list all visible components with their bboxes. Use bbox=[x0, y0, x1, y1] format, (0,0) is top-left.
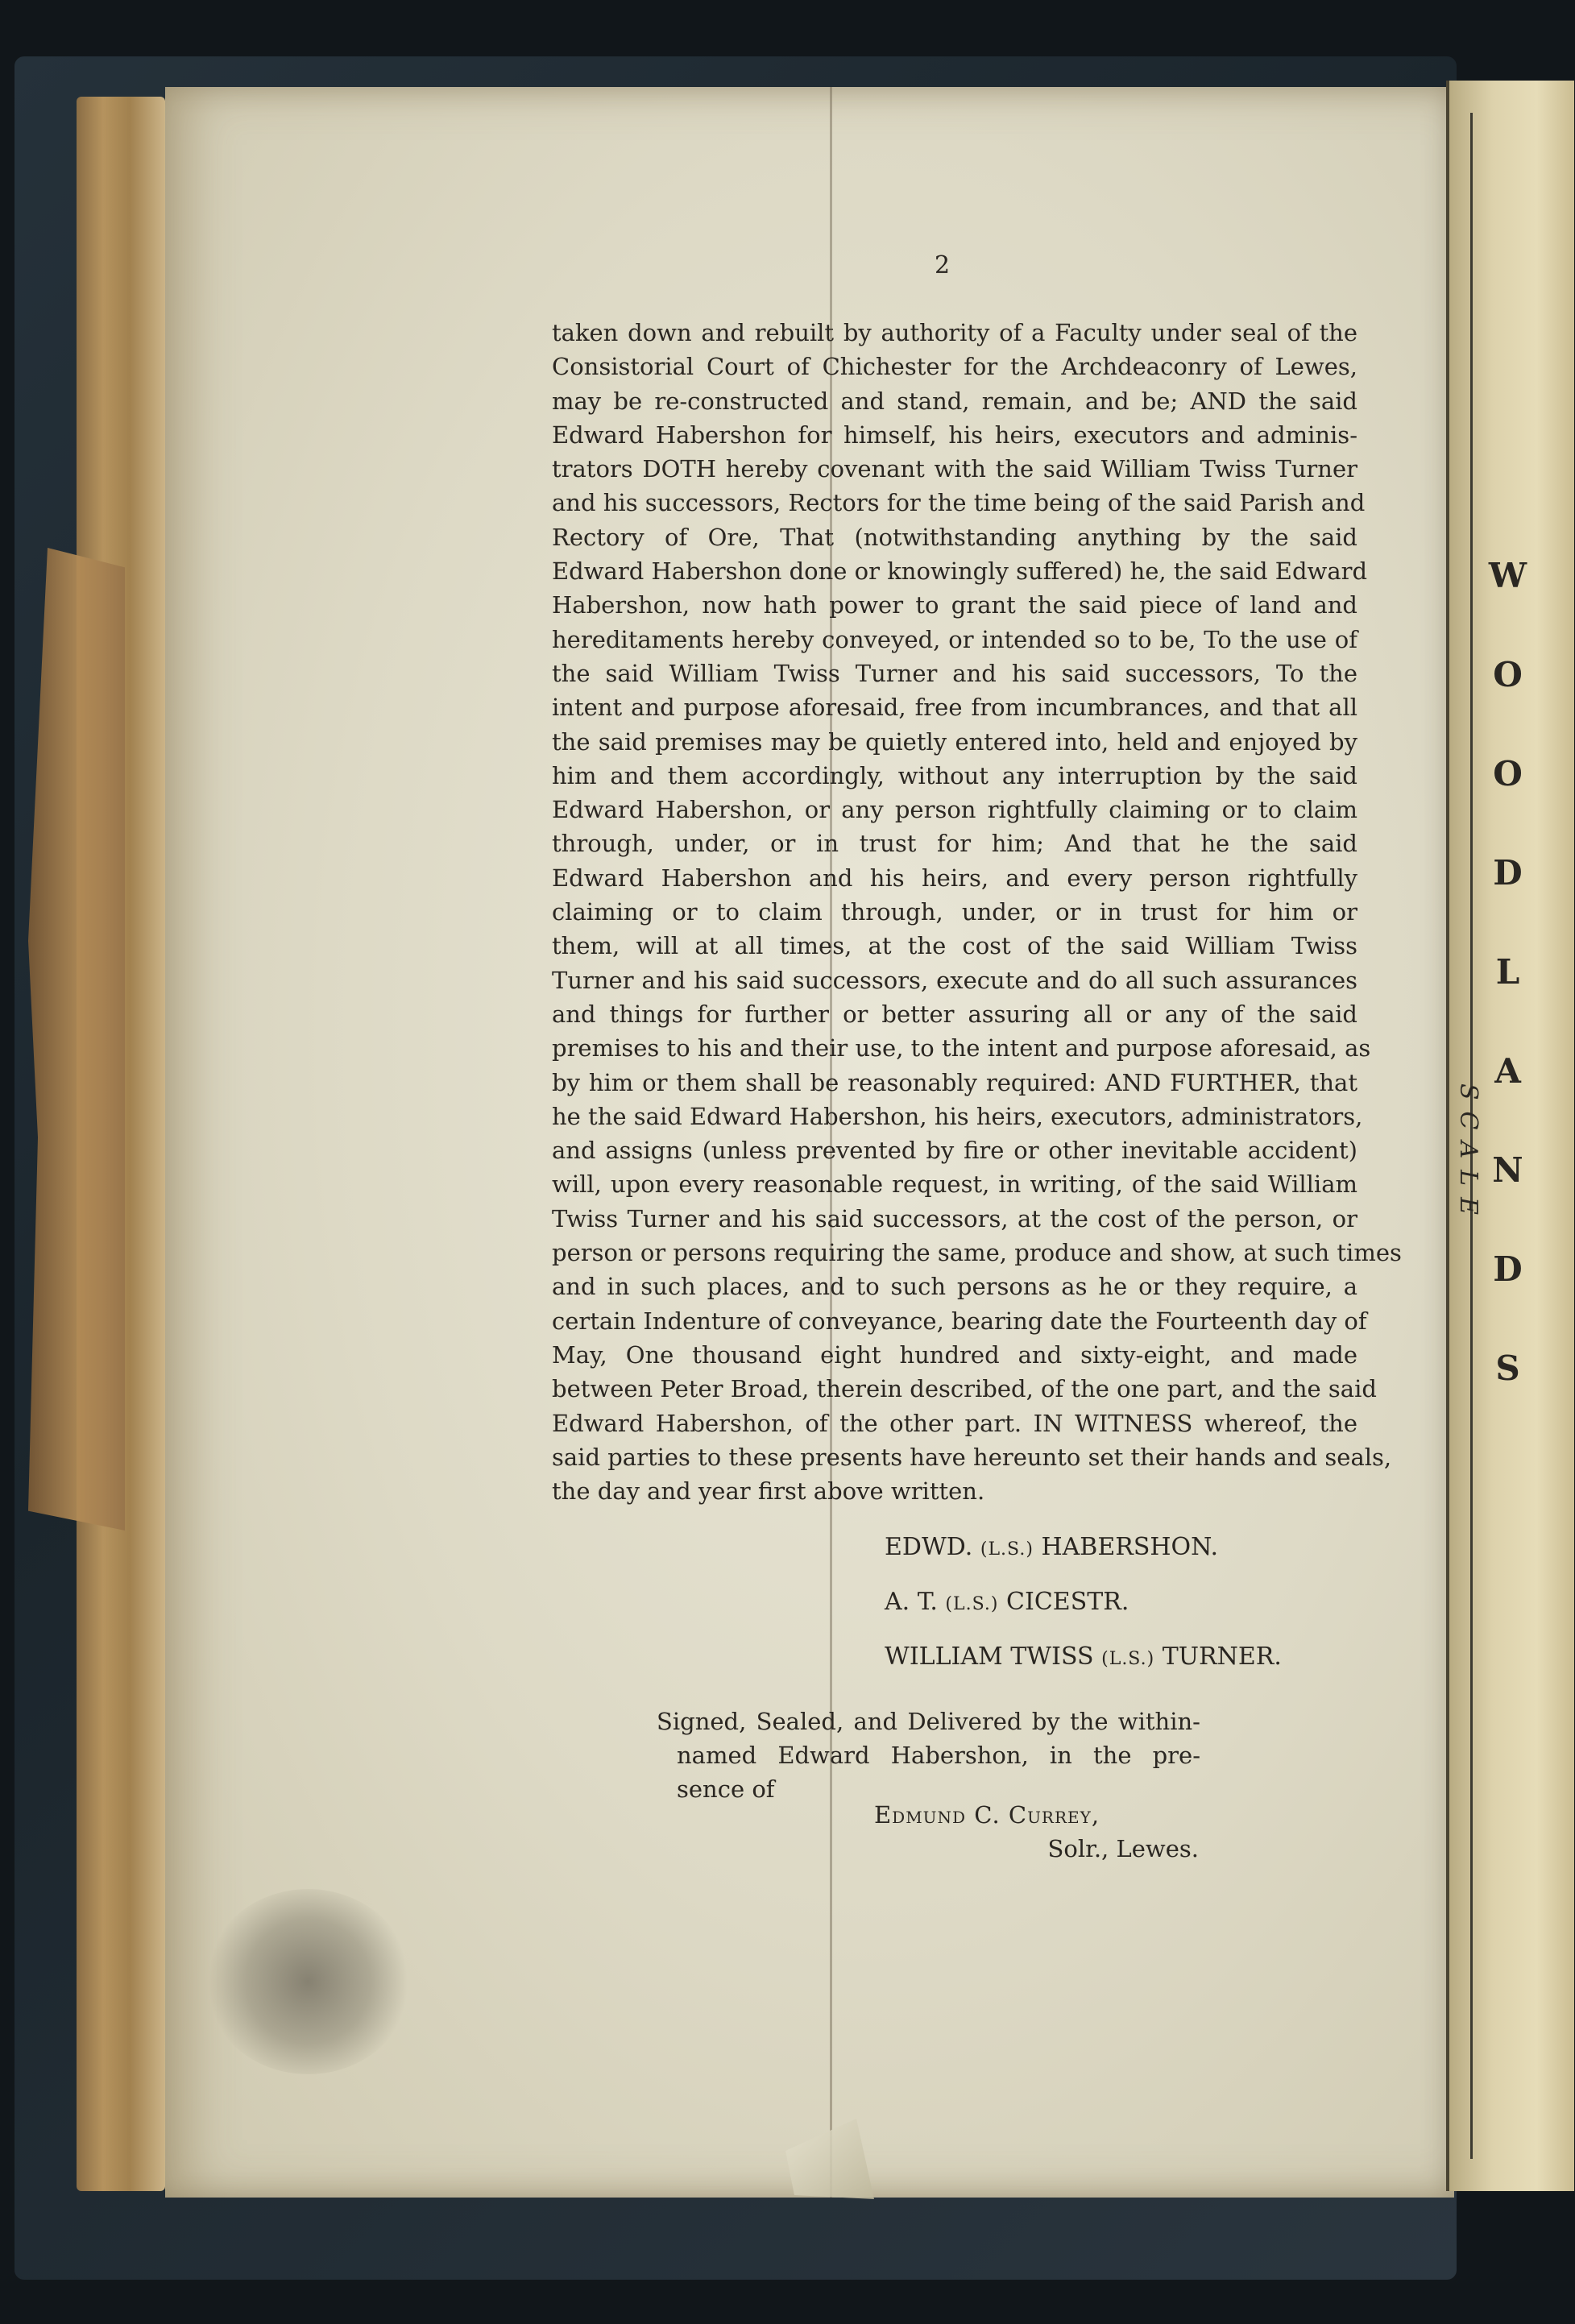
body-line: premises to his and their use, to the intent and purpose aforesaid, as bbox=[552, 1034, 1371, 1063]
body-line: by him or them shall be reasonably required: AND FURTHER, that bbox=[552, 1068, 1357, 1096]
body-line: said parties to these presents have hereunto set their hands and seals, bbox=[552, 1443, 1392, 1471]
body-line: intent and purpose aforesaid, free from incumbrances, and that all bbox=[552, 694, 1357, 722]
body-line: him and them accordingly, without any interruption by the said bbox=[552, 761, 1357, 789]
body-line: Consistorial Court of Chichester for the Archdeaconry of Lewes, bbox=[552, 353, 1357, 381]
signature-block bbox=[885, 1531, 1368, 1695]
body-line: trators DOTH hereby covenant with the said William Twiss Turner bbox=[552, 455, 1357, 483]
signature-first: A. T. bbox=[885, 1588, 938, 1616]
body-line: the day and year first above written. bbox=[552, 1477, 985, 1506]
body-line: Twiss Turner and his said successors, at the cost of the person, or bbox=[552, 1204, 1357, 1232]
deed-body-text bbox=[552, 316, 1402, 1508]
attestation-line: Signed, Sealed, and Delivered by the within- bbox=[657, 1708, 1200, 1735]
body-line: May, One thousand eight hundred and sixty-eight, and made bbox=[552, 1340, 1357, 1369]
signature-last: HABERSHON. bbox=[1041, 1533, 1219, 1561]
body-line: through, under, or in trust for him; And that he the said bbox=[552, 830, 1357, 858]
body-line: certain Indenture of conveyance, bearing date the Fourteenth day of bbox=[552, 1307, 1367, 1335]
body-line: claiming or to claim through, under, or in trust for him or bbox=[552, 898, 1357, 926]
body-line: between Peter Broad, therein described, of the one part, and the said bbox=[552, 1375, 1377, 1403]
signature-last: TURNER. bbox=[1162, 1643, 1282, 1671]
signature-habershon bbox=[885, 1531, 1368, 1585]
body-line: Rectory of Ore, That (notwithstanding anything by the said bbox=[552, 523, 1357, 551]
body-line: will, upon every reasonable request, in writing, of the said William bbox=[552, 1170, 1357, 1199]
body-line: Habershon, now hath power to grant the said piece of land and bbox=[552, 591, 1357, 619]
signature-last: CICESTR. bbox=[1006, 1588, 1129, 1616]
body-line: taken down and rebuilt by authority of a Faculty under seal of the bbox=[552, 319, 1357, 346]
body-line: and his successors, Rectors for the time being of the said Parish and bbox=[552, 489, 1366, 517]
body-line: Edward Habershon, or any person rightfully claiming or to claim bbox=[552, 796, 1357, 824]
body-line: and assigns (unless prevented by fire or other inevitable accident) bbox=[552, 1137, 1357, 1165]
page-number: 2 bbox=[935, 251, 951, 280]
body-line: the said William Twiss Turner and his said successors, To the bbox=[552, 659, 1357, 687]
body-line: Edward Habershon and his heirs, and every person rightfully bbox=[552, 864, 1357, 892]
body-line: the said premises may be quietly entered into, held and enjoyed by bbox=[552, 727, 1357, 756]
witness-title: Solr., Lewes. bbox=[1047, 1835, 1199, 1862]
body-line: and things for further or better assuring all or any of the said bbox=[552, 1000, 1357, 1028]
body-line: Turner and his said successors, execute and do all such assurances bbox=[552, 966, 1357, 994]
torn-paper-strip bbox=[28, 548, 125, 1531]
attestation-line: sence of bbox=[677, 1775, 775, 1803]
seal-mark: (L.S.) bbox=[980, 1539, 1034, 1560]
body-line: may be re-constructed and stand, remain, and be; AND the said bbox=[552, 387, 1357, 415]
body-line: Edward Habershon done or knowingly suffered) he, the said Edward bbox=[552, 557, 1368, 586]
body-line: hereditaments hereby conveyed, or intended so to be, To the use of bbox=[552, 625, 1357, 653]
body-line: he the said Edward Habershon, his heirs, executors, administrators, bbox=[552, 1102, 1363, 1130]
body-line: person or persons requiring the same, produce and show, at such times bbox=[552, 1239, 1402, 1267]
body-line: Edward Habershon for himself, his heirs, executors and adminis- bbox=[552, 420, 1357, 449]
map-scale-label: SCALE bbox=[1454, 1083, 1482, 1226]
witness-block bbox=[874, 1798, 1212, 1866]
ink-stain bbox=[205, 1889, 411, 2074]
attestation-clause bbox=[657, 1705, 1204, 1806]
witness-name: Edmund C. Currey, bbox=[874, 1801, 1100, 1829]
body-line: Edward Habershon, of the other part. IN WITNESS whereof, the bbox=[552, 1409, 1357, 1437]
map-title bbox=[1515, 556, 1555, 1361]
attestation-line: named Edward Habershon, in the pre- bbox=[677, 1742, 1200, 1769]
body-line: them, will at all times, at the cost of the said William Twiss bbox=[552, 932, 1357, 960]
signature-turner bbox=[885, 1640, 1368, 1695]
signature-cicestr bbox=[885, 1585, 1368, 1640]
signature-first: EDWD. bbox=[885, 1533, 973, 1561]
seal-mark: (L.S.) bbox=[1101, 1649, 1155, 1669]
body-line: and in such places, and to such persons as he or they require, a bbox=[552, 1273, 1357, 1301]
signature-first: WILLIAM TWISS bbox=[885, 1643, 1094, 1671]
seal-mark: (L.S.) bbox=[945, 1594, 999, 1614]
